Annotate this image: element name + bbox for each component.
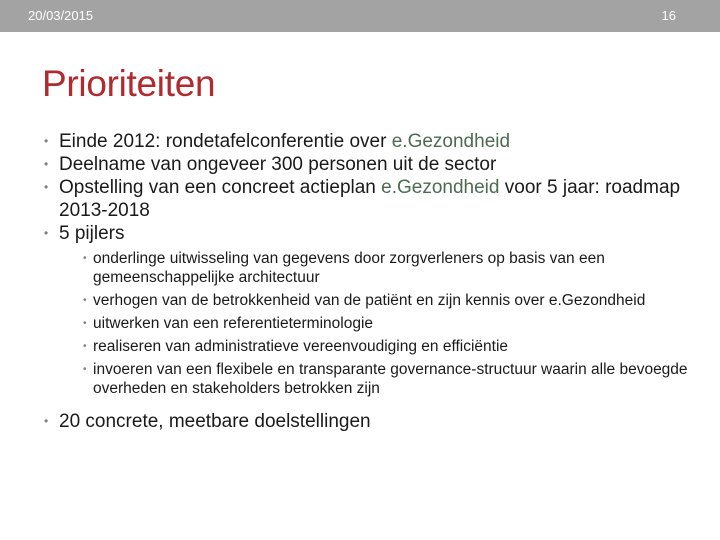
bullet-marker: • [44,180,49,194]
header-bar [0,0,720,32]
pillar-text: invoeren van een flexibele en transparante governance-structuur waarin alle bevoegde overheden en stakeholders betrokken zijn [93,361,688,397]
slide-date: 20/03/2015 [28,8,94,23]
bullet-marker: • [83,295,87,306]
bullet-item [44,222,694,398]
bullet-item [44,153,694,176]
pillar-text: onderlinge uitwisseling van gegevens door zorgverleners op basis van een gemeenschappelijke architectuur [93,250,605,286]
pillar-item [83,291,694,310]
bullet-marker: • [83,341,87,352]
bullet-marker: • [44,414,49,428]
pillar-text: verhogen van de betrokkenheid van de patiënt en zijn kennis over e.Gezondheid [93,292,646,309]
pillar-list [83,249,694,398]
bullet-item [44,176,694,222]
slide-title: Prioriteiten [42,63,216,104]
pillar-item [83,249,694,287]
bullet-text: voor 5 jaar: roadmap 2013-2018 [59,177,681,221]
bullet-text: Opstelling van een concreet actieplan [59,177,382,198]
bullet-text: 5 pijlers [59,223,125,244]
bullet-marker: • [83,318,87,329]
bullet-item [44,410,694,433]
pillar-text: uitwerken van een referentieterminologie [93,315,374,332]
bullet-marker: • [44,157,49,171]
pillar-item [83,337,694,356]
bullet-marker: • [83,253,87,264]
highlight-text: e.Gezondheid [381,177,500,198]
slide-content [44,130,694,433]
bullet-marker: • [83,364,87,375]
pillar-text: realiseren van administratieve vereenvoudiging en efficiëntie [93,338,509,355]
bullet-marker: • [44,226,49,240]
bullet-text: Einde 2012: rondetafelconferentie over [59,131,392,152]
bullet-text: 20 concrete, meetbare doelstellingen [59,411,371,432]
bullet-text: Deelname van ongeveer 300 personen uit de sector [59,154,497,175]
main-bullet-list [44,130,694,433]
bullet-item [44,130,694,153]
pillar-item [83,360,694,398]
highlight-text: e.Gezondheid [391,131,511,152]
pillar-item [83,314,694,333]
slide-page-number: 16 [661,8,676,23]
bullet-marker: • [44,134,49,148]
